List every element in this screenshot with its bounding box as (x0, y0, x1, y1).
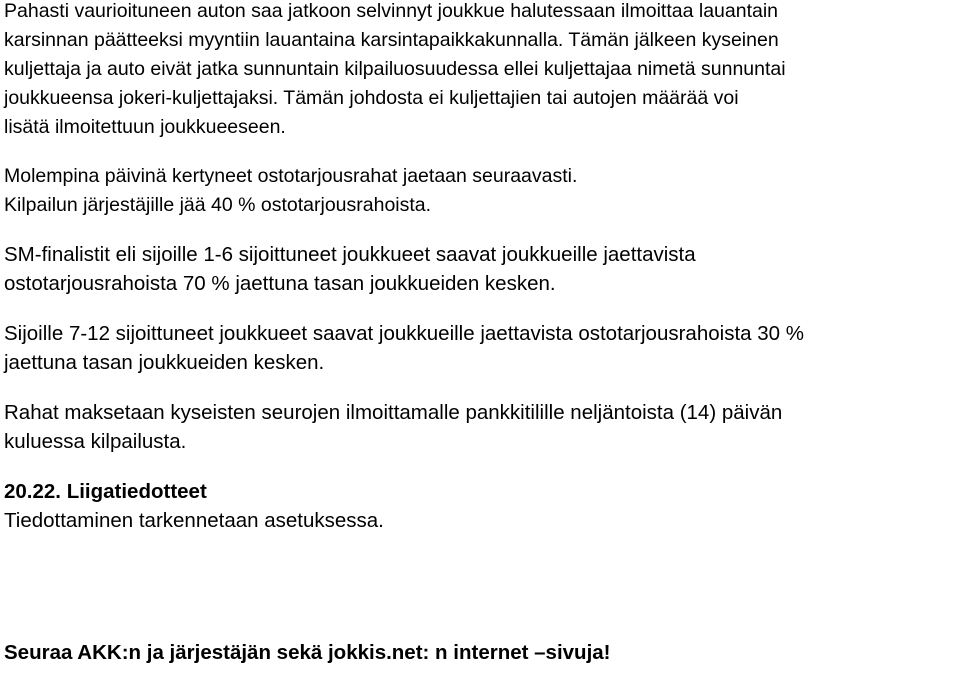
section-body: Tiedottaminen tarkennetaan asetuksessa. (4, 509, 384, 532)
text-line: kuluessa kilpailusta. (4, 430, 187, 453)
text-line: Kilpailun järjestäjille jää 40 % ostotarjousrahoista. (4, 194, 432, 216)
section-heading: 20.22. Liigatiedotteet (4, 480, 207, 503)
footer-text: Seuraa AKK:n ja järjestäjän sekä jokkis.net: n internet –sivuja! (4, 641, 611, 664)
text-line: joukkueensa jokeri-kuljettajaksi. Tämän johdosta ei kuljettajien tai autojen määrää voi (4, 87, 739, 109)
paragraph-payment (4, 398, 958, 456)
text-line: ostotarjousrahoista 70 % jaettuna tasan joukkueiden kesken. (4, 272, 556, 295)
document-page (4, 0, 958, 667)
text-line: SM-finalistit eli sijoille 1-6 sijoittuneet joukkueet saavat joukkueille jaettavista (4, 243, 696, 266)
footer-note (4, 638, 958, 667)
text-line: Pahasti vaurioituneen auton saa jatkoon selvinnyt joukkue halutessaan ilmoittaa lauantain (4, 0, 779, 22)
section-liigatiedotteet (4, 477, 958, 535)
text-line: karsinnan päätteeksi myyntiin lauantaina karsintapaikkakunnalla. Tämän jälkeen kyseinen (4, 29, 779, 51)
text-line: Rahat maksetaan kyseisten seurojen ilmoittamalle pankkitilille neljäntoista (14) päivän (4, 401, 783, 424)
text-line: jaettuna tasan joukkueiden kesken. (4, 351, 325, 374)
text-line: kuljettaja ja auto eivät jatka sunnuntain kilpailuosuudessa ellei kuljettajaa nimetä sunnuntai (4, 58, 786, 80)
text-line: Sijoille 7-12 sijoittuneet joukkueet saavat joukkueille jaettavista ostotarjousrahoista 30 % (4, 322, 804, 345)
paragraph-distribution (4, 162, 958, 220)
text-line: lisätä ilmoitettuun joukkueeseen. (4, 116, 286, 138)
paragraph-rules-intro (4, 0, 958, 142)
paragraph-places-7-12 (4, 319, 958, 377)
text-line: Molempina päivinä kertyneet ostotarjousrahat jaetaan seuraavasti. (4, 165, 578, 187)
paragraph-finalists (4, 240, 958, 298)
